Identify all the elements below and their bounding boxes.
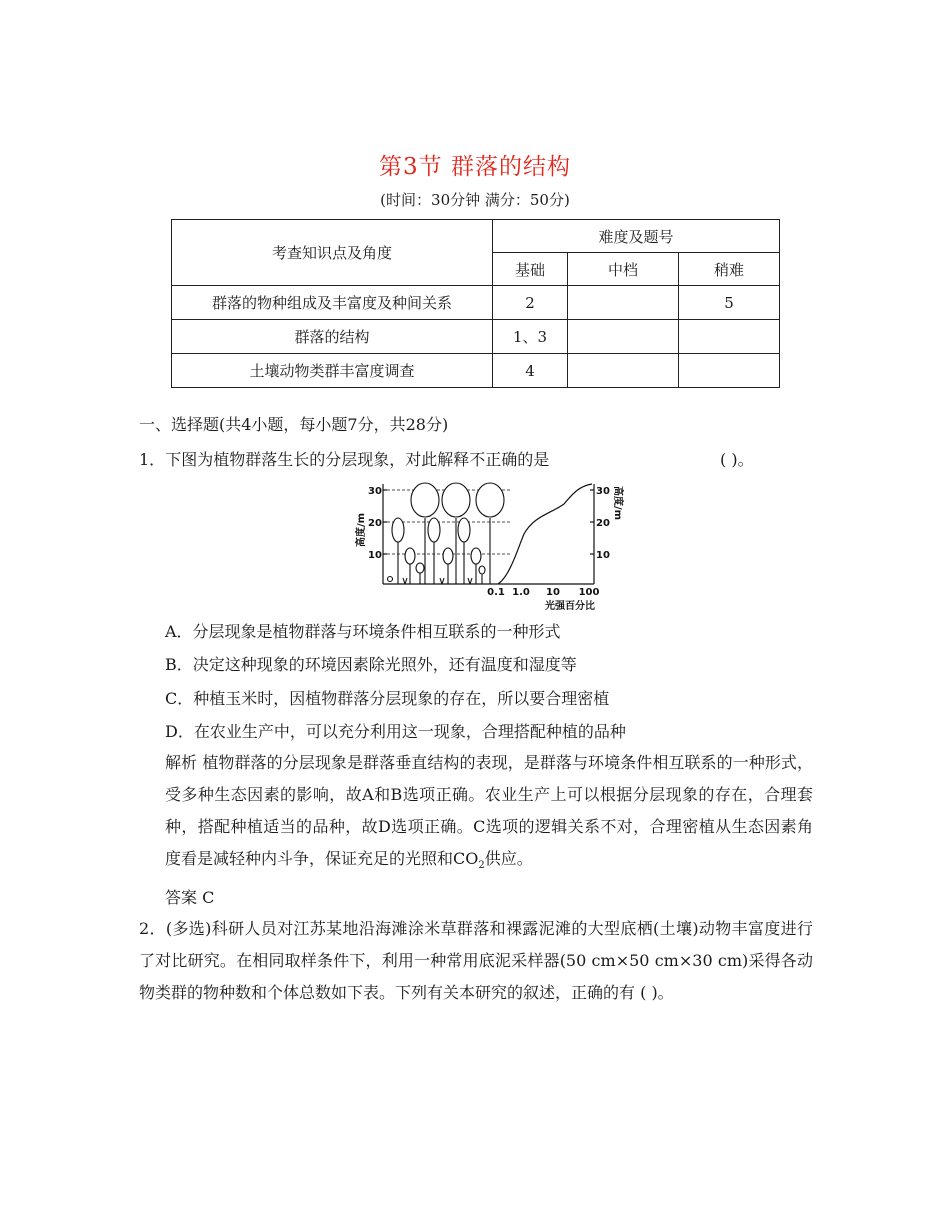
q1-option-b: B．决定这种现象的环境因素除光照外，还有温度和湿度等 — [165, 655, 577, 674]
left-axis-label: 高度/m — [356, 512, 367, 548]
y-tick-10-left: 10 — [368, 550, 382, 561]
q1-option-c: C．种植玉米时，因植物群落分层现象的存在，所以要合理密植 — [165, 689, 610, 708]
q1-answer-bracket: ( )。 — [720, 450, 754, 469]
level-hard: 稍难 — [679, 253, 780, 286]
row-hard: 5 — [679, 286, 780, 320]
header-knowledge: 考查知识点及角度 — [172, 220, 493, 286]
x-tick-0-1: 0.1 — [487, 587, 505, 598]
row-topic: 土壤动物类群丰富度调查 — [172, 354, 493, 388]
shrub-2 — [443, 548, 453, 584]
q1-answer — [165, 887, 214, 909]
row-hard — [679, 320, 780, 354]
table-row — [172, 286, 780, 320]
analysis-text: 植物群落的分层现象是群落垂直结构的表现，是群落与环境条件相互联系的一种形式，受多种生态因素的影响，故A和B选项正确。农业生产上可以根据分层现象的存在，合理套种，搭配种植适当的品种，故D选项正确。C选项的逻辑关系不对，合理密植从生态因素角度看是减轻种内斗争，保证充足的光照和CO — [165, 753, 813, 868]
plant-layers — [388, 483, 505, 584]
q1-option-a: A．分层现象是植物群落与环境条件相互联系的一种形式 — [165, 622, 561, 641]
x-tick-10: 10 — [546, 587, 560, 598]
table-row — [172, 320, 780, 354]
header-difficulty: 难度及题号 — [493, 220, 780, 253]
analysis-subscript: 2 — [478, 860, 485, 872]
knowledge-table — [171, 219, 780, 388]
q1-analysis — [165, 747, 813, 882]
q1-number: 1． — [139, 450, 166, 469]
ground-plant-2 — [403, 578, 407, 584]
mid-tree-3 — [458, 518, 470, 584]
level-basic: 基础 — [493, 253, 568, 286]
herb-2 — [479, 566, 485, 584]
x-tick-1-0: 1.0 — [512, 587, 530, 598]
table-row — [172, 354, 780, 388]
answer-value: C — [202, 888, 215, 907]
ground-plant-3 — [440, 578, 444, 584]
level-medium: 中档 — [568, 253, 679, 286]
row-basic: 4 — [493, 354, 568, 388]
section-heading: 一、选择题(共4小题，每小题7分，共28分) — [139, 415, 449, 434]
row-basic: 2 — [493, 286, 568, 320]
light-curve — [498, 484, 592, 584]
herb-1 — [416, 563, 424, 584]
q1-option-d: D．在农业生产中，可以充分利用这一现象，合理搭配种植的品种 — [165, 722, 626, 741]
x-axis-label: 光强百分比 — [545, 601, 595, 612]
shrub-3 — [471, 548, 481, 584]
row-medium — [568, 354, 679, 388]
y-tick-30-right: 30 — [596, 486, 610, 497]
row-medium — [568, 286, 679, 320]
y-tick-20-right: 20 — [596, 518, 610, 529]
mid-tree-2 — [428, 518, 440, 584]
mid-tree-1 — [392, 518, 404, 584]
y-tick-10-right: 10 — [596, 550, 610, 561]
q2-number: 2． — [139, 919, 166, 938]
stratification-figure — [352, 478, 628, 614]
ground-plant-4 — [468, 578, 472, 584]
page-title: 第3节 群落的结构 — [379, 154, 571, 180]
answer-label: 答案 — [165, 888, 198, 907]
y-tick-20-left: 20 — [368, 518, 382, 529]
row-topic: 群落的物种组成及丰富度及种间关系 — [172, 286, 493, 320]
right-axis-label: 高度/m — [612, 485, 623, 521]
analysis-tail: 供应。 — [484, 849, 533, 868]
x-tick-100: 100 — [578, 587, 600, 598]
q2-stem: (多选)科研人员对江苏某地沿海滩涂米草群落和裸露泥滩的大型底栖(土壤)动物丰富度进行了对比研究。在相同取样条件下，利用一种常用底泥采样器(50 cm×50 cm×30 cm)采得各动物类群的物种数和个体总数如下表。下列有关本研究的叙述，正确的有 — [139, 919, 813, 1002]
left-ticks — [383, 490, 387, 554]
q2-text — [139, 913, 813, 1009]
q1-stem — [139, 449, 549, 471]
row-topic: 群落的结构 — [172, 320, 493, 354]
y-tick-30-left: 30 — [368, 486, 382, 497]
row-basic: 1、3 — [493, 320, 568, 354]
row-medium — [568, 320, 679, 354]
q1-stem-text: 下图为植物群落生长的分层现象，对此解释不正确的是 — [165, 450, 550, 469]
ground-plant-1 — [388, 577, 393, 582]
analysis-label: 解析 — [165, 753, 198, 772]
time-score-note: (时间：30分钟 满分：50分) — [380, 191, 570, 209]
row-hard — [679, 354, 780, 388]
q2-answer-bracket: ( )。 — [640, 983, 674, 1002]
